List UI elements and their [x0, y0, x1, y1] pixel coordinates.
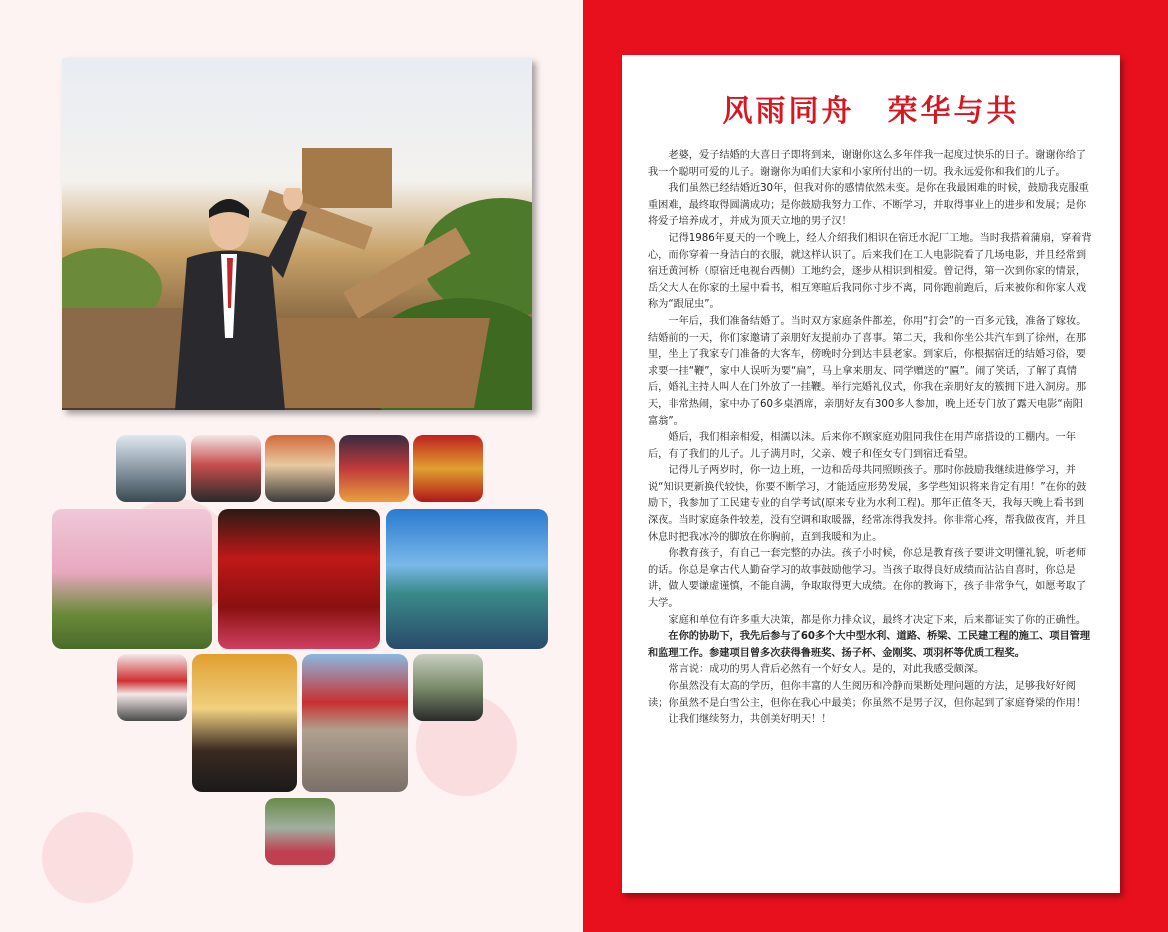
- letter-paragraph: 你虽然没有太高的学历，但你丰富的人生阅历和冷静而果断处理问题的方法，足够我好好阅读；你虽然不是白雪公主，但你在我心中最美；你虽然不是男子汉，但你起到了家庭脊梁的作用！: [648, 681, 1087, 709]
- photo-thumb-2: [191, 435, 261, 502]
- photo-thumb-8: [265, 798, 335, 865]
- letter-body: [648, 148, 1092, 729]
- letter-paragraph: 老婆，爱子结婚的大喜日子即将到来，谢谢你这么多年伴我一起度过快乐的日子。谢谢你给了我一个聪明可爱的儿子。谢谢你为咱们大家和小家所付出的一切。我永远爱你和我们的儿子。: [648, 150, 1087, 178]
- letter-paragraph: 一年后，我们准备结婚了。当时双方家庭条件都差，你用“打会”的一百多元钱，准备了嫁妆。结婚前的一天，你们家邀请了亲朋好友提前办了喜事。第二天，我和你坐公共汽车到了徐州，在那里，坐上了我家专门准备的大客车，傍晚时分到达丰县老家。到家后，你根据宿迁的结婚习俗，要求要一挂“鞭”，家中人误听为要“扁”，马上拿来朋友、同学赠送的“匾”。闹了笑话，了解了真情后，婚礼主持人叫人在门外放了一挂鞭。举行完婚礼仪式，你我在亲朋好友的簇拥下进入洞房。那天，非常热闹，家中办了60多桌酒席，亲朋好友有300多人参加，晚上还专门放了露天电影“南阳富翁”。: [648, 315, 1087, 427]
- photo-cherry-blossom: [52, 509, 212, 649]
- letter-paragraph: 我们虽然已经结婚近30年，但我对你的感情依然未变。是你在我最困难的时候，鼓励我克服重重困难，最终取得圆满成功；是你鼓励我努力工作、不断学习，并取得事业上的进步和发展；是你将爱子培养成才，并成为顶天立地的男子汉！: [648, 183, 1089, 228]
- letter-paragraph: 常言说：成功的男人背后必然有一个好女人。是的，对此我感受颇深。: [668, 664, 985, 676]
- photo-thumb-4: [339, 435, 409, 502]
- photo-red-room: [218, 509, 380, 649]
- photo-couple-indoor: [192, 654, 297, 792]
- photo-thumb-7: [413, 654, 483, 721]
- photo-tiananmen: [302, 654, 408, 792]
- letter-paragraph: 婚后，我们相亲相爱，相濡以沫。后来你不顾家庭劝阻同我住在用芦席搭设的工棚内。一年后，有了我们的儿子。儿子满月时，父亲、嫂子和侄女专门到宿迁看望。: [648, 432, 1076, 460]
- photo-thumb-5: [413, 435, 483, 502]
- photo-thumb-6: [117, 654, 187, 721]
- photo-fountain-park: [386, 509, 548, 649]
- photo-thumb-1: [116, 435, 186, 502]
- letter-paragraph: 让我们继续努力，共创美好明天！！: [668, 714, 832, 726]
- letter-paragraph: 记得1986年夏天的一个晚上，经人介绍我们相识在宿迁水泥厂工地。当时我搭着蒲扇，穿着背心，而你穿着一身洁白的衣服，就这样认识了。后来我们在工人电影院看了几场电影，并且经常到宿迁黄河桥（原宿迁电视台西侧）工地约会，逐步从相识到相爱。曾记得，第一次到你家的情景，岳父大人在你家的土屋中看书，相互寒暄后我同你寸步不离，同你跑前跑后，后来被你和你家人戏称为“跟屁虫”。: [648, 232, 1092, 311]
- letter-paragraph: 记得儿子两岁时，你一边上班，一边和岳母共同照顾孩子。那时你鼓励我继续进修学习，并说“知识更新换代较快，你要不断学习，才能适应形势发展，多学些知识将来肯定有用！”在你的鼓励下，我参加了工民建专业的自学考试(原来专业为水利工程)。那年正值冬天，我每天晚上看书到深夜。当时家庭条件较差，没有空调和取暖器，经常冻得我发抖。你非常心疼，帮我做夜宵，并且休息时把我冰冷的脚放在你胸前，直到我暖和为止。: [648, 465, 1087, 543]
- photo-thumb-3: [265, 435, 335, 502]
- letter-paragraph: 家庭和单位有许多重大决策，都是你力排众议，最终才决定下来，后来都证实了你的正确性。: [668, 614, 1087, 626]
- letter-title: 风雨同舟 荣华与共: [722, 94, 1020, 129]
- letter-paragraph: 在你的协助下，我先后参与了60多个大中型水利、道路、桥梁、工民建工程的施工、项目管理和监理工作。参建项目曾多次获得鲁班奖、扬子杯、金刚奖、项羽杯等优质工程奖。: [648, 631, 1091, 659]
- main-photo-great-wall: [62, 58, 532, 410]
- waving-man-figure: [167, 188, 307, 410]
- letter-paragraph: 你教育孩子，有自己一套完整的办法。孩子小时候，你总是教育孩子要讲文明懂礼貌，听老师的话。你总是拿古代人勤奋学习的故事鼓励他学习。当孩子取得良好成绩而沾沾自喜时，你总是讲，做人要谦虚谨慎，不能自满，争取取得更大成绩。在你的教诲下，孩子非常争气，如愿考取了大学。: [648, 548, 1087, 610]
